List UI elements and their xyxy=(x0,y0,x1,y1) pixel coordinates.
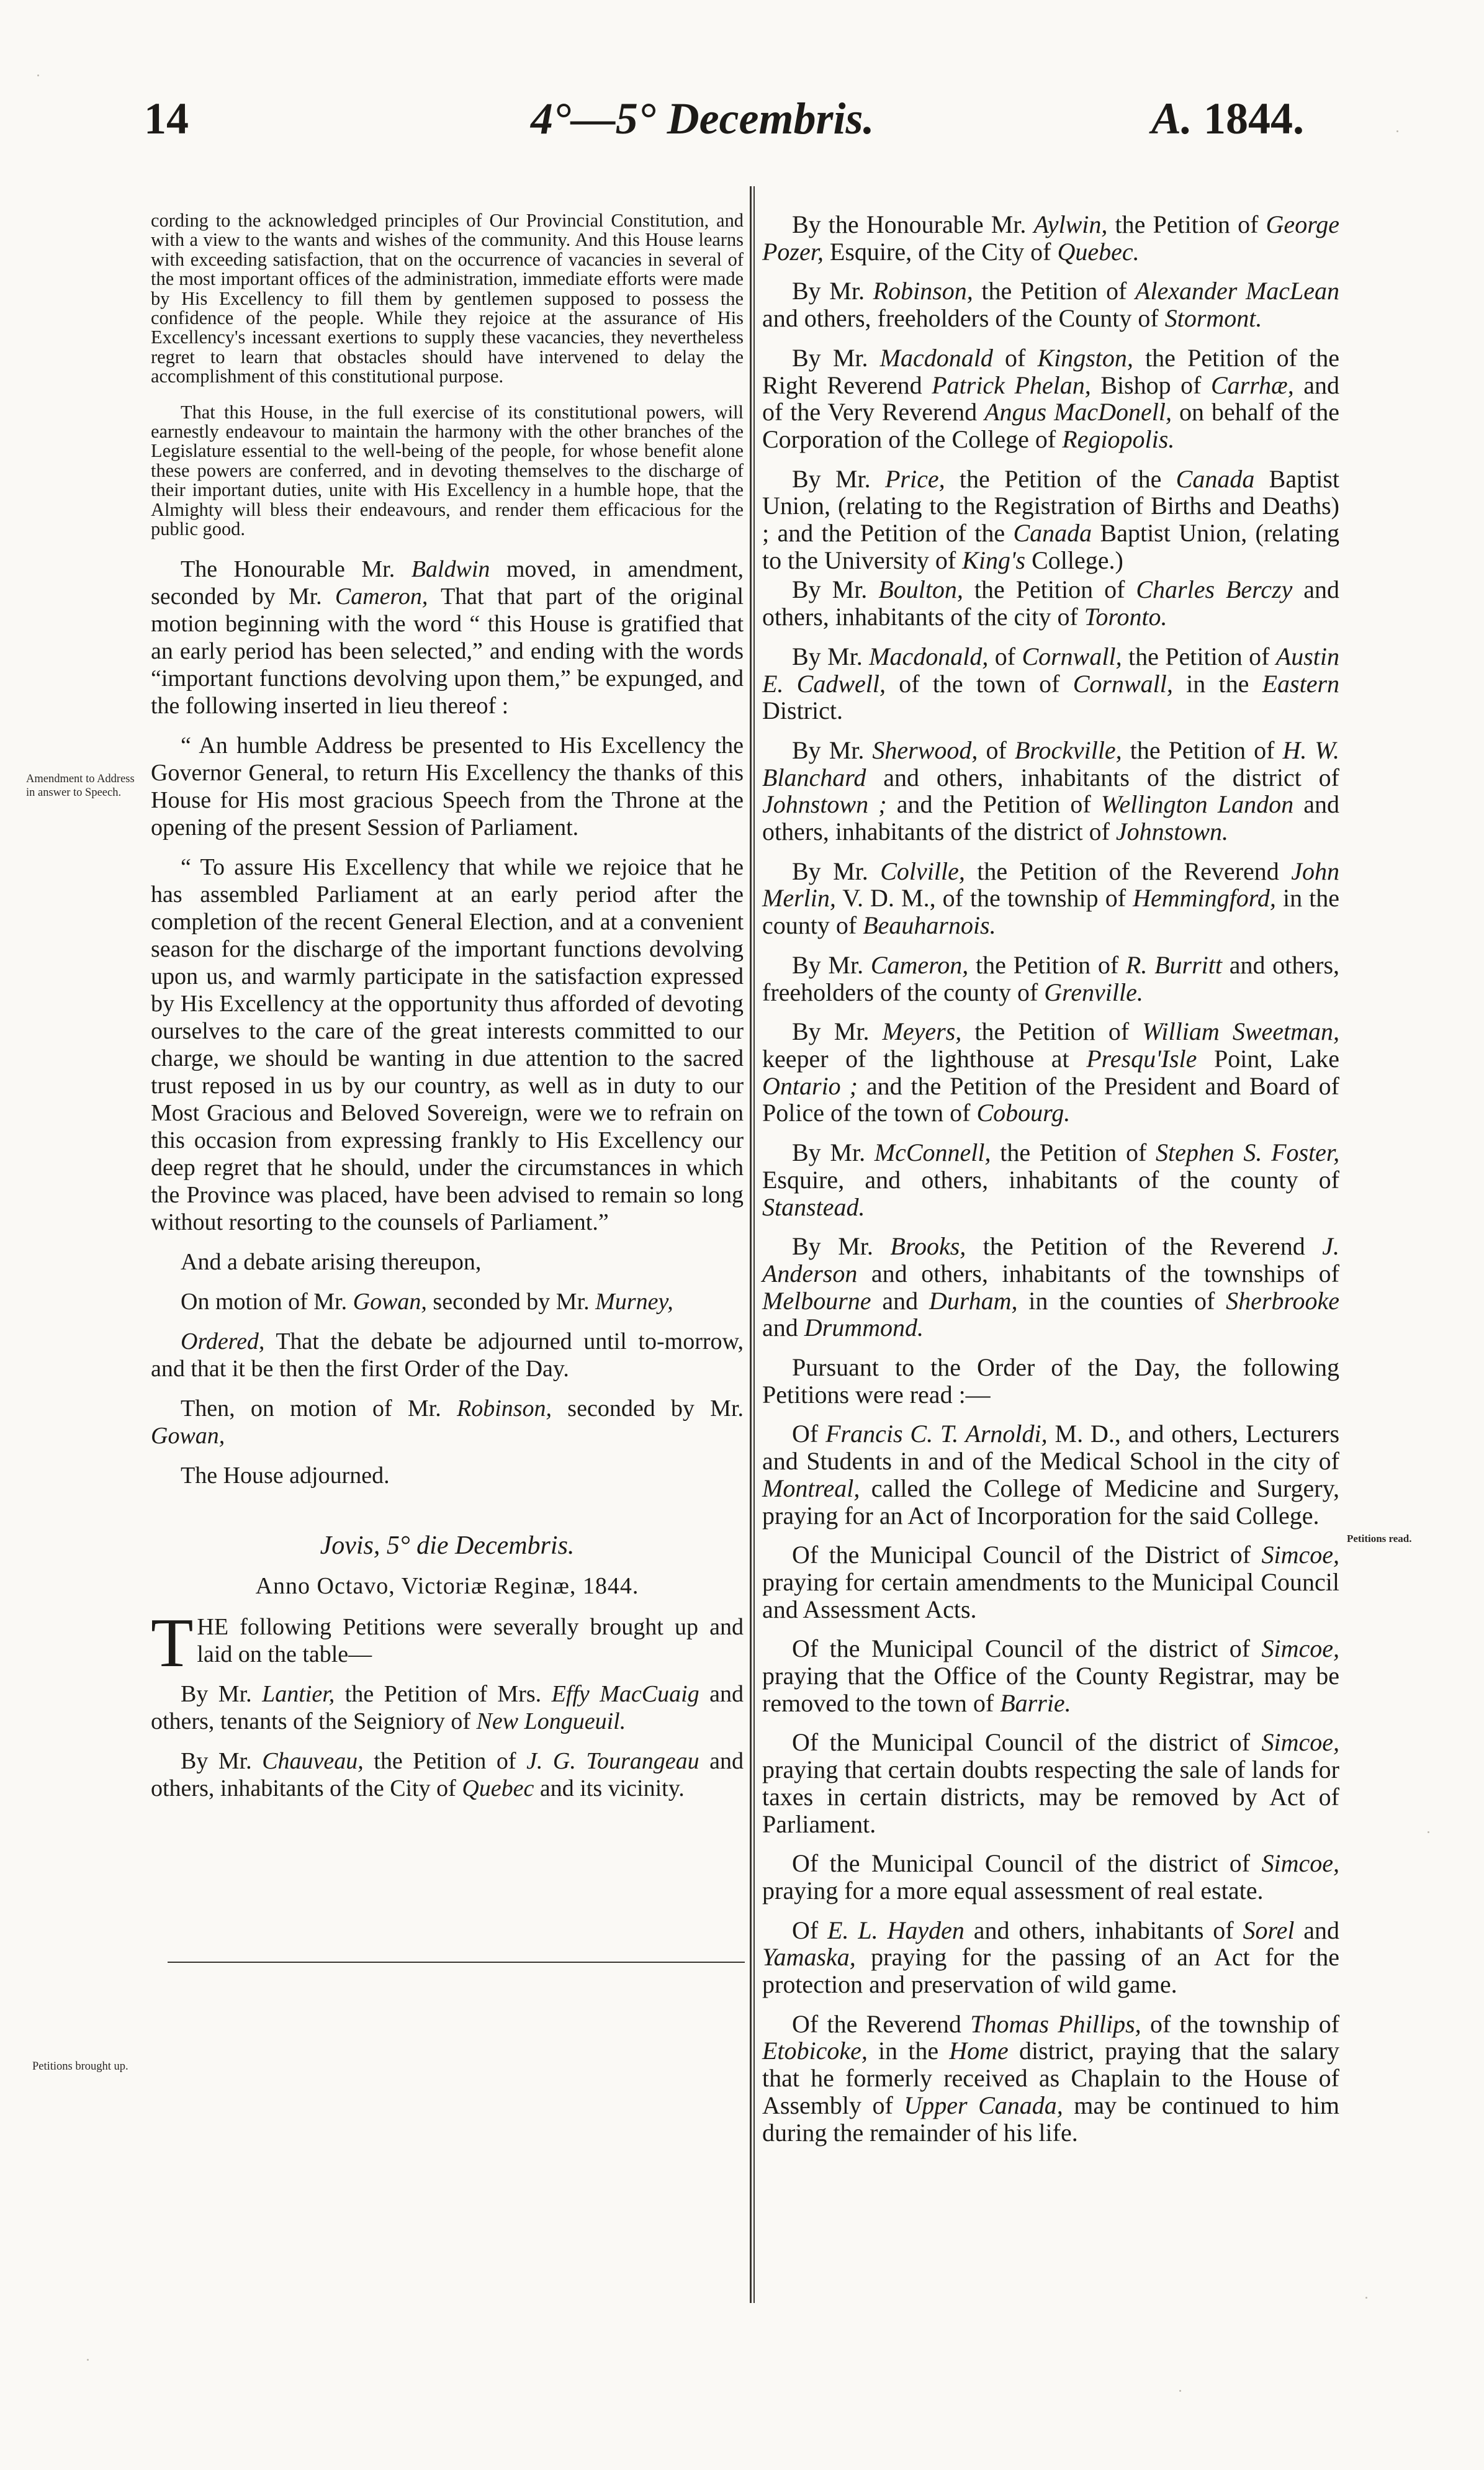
paragraph xyxy=(762,466,1339,574)
text-run: and its vicinity. xyxy=(539,1775,685,1801)
text-run: By Mr. xyxy=(181,1680,252,1707)
text-run: the Petition of xyxy=(374,1747,516,1774)
text-run: By Mr. xyxy=(792,1232,873,1261)
paragraph xyxy=(762,211,1339,265)
member-name: Cameron, xyxy=(870,950,969,979)
member-name: Sherwood, xyxy=(872,736,978,764)
place-name: Sherbrooke xyxy=(1226,1286,1340,1315)
text-run: seconded by Mr. xyxy=(433,1288,590,1315)
paragraph xyxy=(762,1850,1339,1904)
text-run: the Petition of the xyxy=(959,464,1162,493)
text-run: and others, inhabitants of the city of xyxy=(762,575,1340,631)
place-name: Home xyxy=(949,2037,1009,2065)
text-run: in the xyxy=(1186,669,1249,698)
text-run: and xyxy=(762,1314,798,1342)
member-name: Chauveau, xyxy=(262,1747,364,1774)
text-run: praying for the passing of an Act for the protection and preservation of wild game. xyxy=(762,1943,1340,1999)
member-name: Cameron, xyxy=(335,583,428,610)
text-run: By Mr. xyxy=(792,1017,870,1046)
member-name: Baldwin xyxy=(411,556,490,582)
place-name: Drummond. xyxy=(804,1314,924,1342)
column-divider-inner xyxy=(753,186,755,2303)
text-run: the Petition of the Reverend xyxy=(983,1232,1305,1261)
place-name: Cornwall, xyxy=(1022,642,1122,670)
place-name: Montreal, xyxy=(762,1474,860,1502)
paragraph xyxy=(762,1541,1339,1623)
text-run: may be continued to him during the remainder of his life. xyxy=(762,2091,1340,2147)
place-name: Simcoe, xyxy=(1261,1541,1339,1569)
petitioner-name: Charles Berczy xyxy=(1136,575,1293,604)
text-run: and others, inhabitants of the City of xyxy=(151,1747,744,1801)
paragraph xyxy=(762,952,1339,1006)
text-run: the Petition of the Right Reverend xyxy=(762,343,1339,399)
member-name: Price, xyxy=(884,464,945,493)
paragraph xyxy=(151,1328,744,1382)
text-run: Esquire, of the City of xyxy=(829,237,1051,266)
petitioner-name: J. Anderson xyxy=(762,1232,1339,1287)
petitioner-name: William Sweetman, xyxy=(1142,1017,1340,1046)
paragraph xyxy=(762,1139,1339,1220)
header-year-number: 1844. xyxy=(1203,94,1305,143)
section-divider xyxy=(168,1962,745,1963)
paragraph xyxy=(762,1635,1339,1716)
text-run: Of the Reverend xyxy=(792,2009,961,2038)
place-name: Ontario ; xyxy=(762,1071,858,1100)
section-subtitle: Anno Octavo, Victoriæ Reginæ, 1844. xyxy=(255,1572,639,1599)
place-name: Kingston, xyxy=(1037,343,1133,372)
text-run: Esquire, and others, inhabitants of the county of xyxy=(762,1165,1339,1194)
place-name: Cobourg. xyxy=(976,1099,1071,1127)
text-run: praying for a more equal assessment of real estate. xyxy=(762,1876,1264,1904)
paragraph xyxy=(762,576,1339,630)
paragraph: And a debate arising thereupon, xyxy=(181,1248,482,1275)
paragraph xyxy=(151,1604,744,1682)
text-run: District. xyxy=(762,696,843,725)
place-name: Quebec xyxy=(462,1775,534,1801)
place-name: Simcoe, xyxy=(1261,1849,1340,1878)
place-name: Toronto. xyxy=(1084,603,1167,631)
text-run: district, praying that the salary that he formerly received as Chaplain to the House of Assembly of xyxy=(762,2037,1340,2119)
header-year-prefix: A. xyxy=(1151,94,1193,143)
text-run: in the county of xyxy=(762,884,1340,940)
text-run: in the xyxy=(878,2037,939,2065)
text-run: Point, Lake xyxy=(1214,1044,1340,1073)
place-name: Johnstown. xyxy=(1115,818,1229,846)
petitioner-name: H. W. Blanchard xyxy=(762,736,1340,791)
text-run: the Petition of xyxy=(976,950,1119,979)
place-name: Beauharnois. xyxy=(863,911,996,940)
paper-speck xyxy=(87,2359,89,2361)
paragraph xyxy=(762,1917,1339,1998)
paragraph: cording to the acknowledged principles of Our Provincial Constitution, and with a view to the wants and wishes of the community. And this House learns with exceeding satisfaction, that on the occurrence of vacancies in several of the most important offices of the administration, immediate efforts were made by His Excellency to fill them by gentlemen supposed to possess the confidence of the people. While they rejoice at the assurance of His Excellency's incessant exertions to supply these vacancies, they nevertheless regret to learn that obstacles should have intervened to delay the accomplishment of this constitutional purpose. xyxy=(151,210,744,387)
text-run: By Mr. xyxy=(792,736,865,764)
member-name: Brooks, xyxy=(890,1232,966,1261)
member-name: Colville, xyxy=(880,857,965,885)
place-name: Regiopolis. xyxy=(1062,425,1175,453)
paragraph xyxy=(762,737,1339,845)
paragraph xyxy=(151,1288,744,1315)
text-run: By Mr. xyxy=(792,642,863,670)
paragraph xyxy=(762,1233,1339,1341)
text-run: By Mr. xyxy=(792,1138,866,1167)
petitioner-name: J. G. Tourangeau xyxy=(526,1747,699,1774)
text-run: and xyxy=(1303,1916,1340,1944)
place-name: Cornwall, xyxy=(1073,669,1173,698)
text-run: the Petition of Mrs. xyxy=(344,1680,542,1707)
place-name: Brockville, xyxy=(1014,736,1122,764)
text-run: That that part of the original motion beginning with the word “ this House is gratified that an early period has been selected,” and ending with the words “important functions devolving upon them,” be expunged, and the following inserted in lieu thereof : xyxy=(151,583,744,719)
place-name: Melbourne xyxy=(762,1286,871,1315)
member-name: Gowan, xyxy=(353,1288,427,1315)
text-run: the Petition of the Reverend xyxy=(977,857,1279,885)
ordered-label: Ordered, xyxy=(181,1328,265,1354)
paragraph: The House adjourned. xyxy=(181,1462,390,1489)
petitioner-name: E. L. Hayden xyxy=(827,1916,965,1944)
text-run: the Petition of xyxy=(1000,1138,1147,1167)
member-name: Lantier, xyxy=(262,1680,335,1707)
place-name: King's xyxy=(962,546,1026,574)
petitioner-name: Stephen S. Foster, xyxy=(1156,1138,1340,1167)
paper-speck xyxy=(37,74,39,76)
place-name: Presqu'Isle xyxy=(1086,1044,1197,1073)
place-name: New Longueuil. xyxy=(476,1708,626,1734)
place-name: Quebec. xyxy=(1057,237,1140,266)
text-run: called the College of Medicine and Surgery, praying for an Act of Incorporation for the said College. xyxy=(762,1474,1340,1530)
text-run: and others, inhabitants of the district of xyxy=(883,763,1340,791)
text-run: of xyxy=(1004,343,1026,372)
text-run: By Mr. xyxy=(792,464,871,493)
petitioner-name: Thomas Phillips, xyxy=(970,2009,1141,2038)
petitioner-name: George Pozer, xyxy=(762,210,1340,266)
paragraph: “ To assure His Excellency that while we rejoice that he has assembled Parliament at an early period after the completion of the recent General Election, and at a convenient season for the discharge of the important functions devolving upon us, and warmly participate in the satisfaction expressed by His Excellency at the opportunity thus afforded of devoting ourselves to the care of the great interests committed to our charge, we should be wanting in due attention to the sacred trust reposed in us by our country, as well as in duty to our Most Gracious and Beloved Sovereign, were we to refrain on this occasion from expressing frankly to His Excellency our deep regret that he should, under the circumstances in which the Province was placed, have been advised to remain so long without resorting to the counsels of Parliament.” xyxy=(151,854,744,1235)
text-run: and the Petition of xyxy=(896,790,1091,819)
place-name: Hemmingford, xyxy=(1133,884,1276,913)
text-run: Of the Municipal Council of the district of xyxy=(792,1634,1251,1663)
petitioner-name: Angus MacDonell, xyxy=(984,398,1172,426)
member-name: Gowan, xyxy=(151,1422,225,1449)
place-name: Simcoe, xyxy=(1261,1728,1340,1757)
text-run: On motion of Mr. xyxy=(181,1288,348,1315)
text-run: the Petition of xyxy=(1128,642,1270,670)
text-run: Of the Municipal Council of the District of xyxy=(792,1541,1251,1569)
text-run: That the debate be adjourned until to-morrow, and that it be then the first Order of the Day. xyxy=(151,1328,744,1382)
paragraph xyxy=(151,1680,744,1735)
member-name: Macdonald xyxy=(879,343,993,372)
text-run: and others, inhabitants of the townships of xyxy=(871,1259,1340,1287)
text-run: and others, tenants of the Seigniory of xyxy=(151,1680,744,1734)
text-run: of xyxy=(986,736,1007,764)
paragraph: “ An humble Address be presented to His Excellency the Governor General, to return His Excellency the thanks of this House for His most gracious Speech from the Throne at the opening of the present Session of Parliament. xyxy=(151,732,744,841)
text-run: By Mr. xyxy=(792,950,864,979)
text-run: of xyxy=(994,642,1016,670)
place-name: Grenville. xyxy=(1044,978,1143,1006)
petitioner-name: Austin E. Cadwell, xyxy=(762,642,1340,698)
text-run: Of the Municipal Council of the district of xyxy=(792,1728,1251,1757)
text-run: and others, inhabitants of the district of xyxy=(762,790,1340,846)
text-run: Then, on motion of Mr. xyxy=(181,1395,441,1422)
place-name: Yamaska, xyxy=(762,1943,856,1972)
text-run: the Petition of xyxy=(1115,210,1259,238)
column-divider-outer xyxy=(750,186,752,2303)
text-run: keeper of the lighthouse at xyxy=(762,1044,1069,1073)
text-run: and xyxy=(882,1286,919,1315)
text-run: By Mr. xyxy=(181,1747,252,1774)
petitioner-name: Patrick Phelan, xyxy=(932,371,1091,399)
text-run: and others, inhabitants of xyxy=(973,1916,1234,1944)
text-run: and others, freeholders of the County of xyxy=(762,304,1159,333)
text-run: the Petition of xyxy=(974,575,1125,604)
paper-speck xyxy=(1179,2390,1181,2392)
member-name: Macdonald, xyxy=(869,642,989,670)
paragraph xyxy=(762,345,1339,453)
drop-cap: T xyxy=(151,1604,194,1682)
paragraph xyxy=(762,277,1339,331)
place-name: Etobicoke, xyxy=(762,2037,868,2065)
member-name: Aylwin, xyxy=(1033,210,1108,238)
text-run: of the town of xyxy=(899,669,1060,698)
paragraph xyxy=(762,643,1339,724)
petitioner-name: Effy MacCuaig xyxy=(551,1680,699,1707)
text-run: By Mr. xyxy=(792,857,868,885)
text-run: the Petition of xyxy=(981,277,1127,305)
text-run: the Petition of xyxy=(1130,736,1275,764)
place-name: Simcoe, xyxy=(1261,1634,1340,1663)
member-name: Boulton, xyxy=(878,575,963,604)
text-run: praying that the Office of the County Registrar, may be removed to the town of xyxy=(762,1662,1339,1717)
text-run: By the Honourable Mr. xyxy=(792,210,1027,238)
paper-speck xyxy=(1365,2297,1367,2299)
member-name: Robinson, xyxy=(873,277,973,305)
paragraph xyxy=(151,1747,744,1802)
place-name: Stormont. xyxy=(1164,304,1262,333)
text-run: moved, in amendment, seconded by Mr. xyxy=(151,556,744,610)
text-run: Baptist Union, (relating to the Registration of Births and Deaths) ; and the Petition of the xyxy=(762,464,1340,548)
text-run: Of xyxy=(792,1916,819,1944)
paragraph xyxy=(151,556,744,719)
place-name: Canada xyxy=(1176,464,1255,493)
header-date: 4°—5° Decembris. xyxy=(531,94,875,143)
member-name: Murney, xyxy=(595,1288,673,1315)
text-run: Of xyxy=(792,1420,819,1448)
text-run: praying for certain amendments to the Municipal Council and Assessment Acts. xyxy=(762,1567,1339,1623)
petitioner-name: John Merlin, xyxy=(762,857,1340,913)
text-run: HE following Petitions were severally brought up and laid on the table— xyxy=(197,1613,744,1667)
paragraph xyxy=(151,1395,744,1449)
petitioner-name: Alexander MacLean xyxy=(1135,277,1340,305)
header-year xyxy=(1151,93,1304,161)
place-name: Barrie. xyxy=(1000,1688,1071,1717)
text-run: Bishop of xyxy=(1100,371,1202,399)
paragraph xyxy=(762,1729,1339,1837)
text-run: in the counties of xyxy=(1028,1286,1215,1315)
place-name: Johnstown ; xyxy=(762,790,887,819)
member-name: Meyers, xyxy=(882,1017,962,1046)
paragraph xyxy=(762,1420,1339,1529)
place-name: Upper Canada, xyxy=(904,2091,1063,2119)
text-run: The Honourable Mr. xyxy=(181,556,395,582)
place-name: Eastern xyxy=(1262,669,1340,698)
place-name: Canada xyxy=(1013,519,1092,548)
paper-speck xyxy=(1396,130,1398,132)
page-number: 14 xyxy=(144,94,189,143)
text-run: By Mr. xyxy=(792,575,868,604)
text-run: on behalf of the Corporation of the College of xyxy=(762,398,1339,453)
text-run: the Petition of xyxy=(974,1017,1130,1046)
place-name: Sorel xyxy=(1243,1916,1295,1944)
text-run: V. D. M., of the township of xyxy=(842,884,1126,913)
member-name: McConnell, xyxy=(874,1138,991,1167)
paper-speck xyxy=(1428,1831,1429,1833)
margin-note-amendment: Amendment to Address in answer to Speech. xyxy=(26,773,135,799)
text-run: M. D., and others, Lecturers and Students in and of the Medical School in the city of xyxy=(762,1420,1340,1476)
paragraph xyxy=(762,2011,1339,2147)
petitioner-name: Wellington Landon xyxy=(1100,790,1294,819)
text-run: and the Petition of the President and Board of Police of the town of xyxy=(762,1071,1339,1127)
text-run: By Mr. xyxy=(792,277,865,305)
text-run: Baptist Union, (relating to the University of xyxy=(762,519,1340,574)
text-run: of the township of xyxy=(1149,2009,1340,2038)
place-name: Carrhæ, xyxy=(1210,371,1294,399)
text-run: Of the Municipal Council of the district of xyxy=(792,1849,1251,1878)
petitioner-name: Francis C. T. Arnoldi, xyxy=(825,1420,1048,1448)
petitioner-name: R. Burritt xyxy=(1125,950,1222,979)
paragraph: Pursuant to the Order of the Day, the following Petitions were read :— xyxy=(762,1353,1339,1409)
paragraph xyxy=(762,1018,1339,1127)
text-run: praying that certain doubts respecting the sale of lands for taxes in certain districts, may be removed by Act of Parliament. xyxy=(762,1756,1339,1838)
text-run: College.) xyxy=(1032,546,1123,574)
right-column xyxy=(762,211,1339,2158)
paragraph: That this House, in the full exercise of its constitutional powers, will earnestly endeavour to maintain the harmony with the other branches of the Legislature essential to the well-being of the people, for whose benefit alone these powers are conferred, and in devoting themselves to the discharge of their important duties, unite with His Excellency in a humble hope, that the Almighty will bless their endeavours, and render them efficacious for the public good. xyxy=(151,401,744,540)
margin-note-petitions-read: Petitions read. xyxy=(1347,1533,1412,1544)
member-name: Robinson, xyxy=(456,1395,552,1422)
text-run: By Mr. xyxy=(792,343,868,372)
paragraph xyxy=(762,858,1339,939)
left-column xyxy=(151,211,744,1814)
margin-note-petitions-brought-up: Petitions brought up. xyxy=(32,2060,128,2073)
text-run: seconded by Mr. xyxy=(567,1395,744,1422)
section-title: Jovis, 5° die Decembris. xyxy=(320,1531,575,1560)
text-run: and of the Very Reverend xyxy=(762,371,1340,426)
place-name: Durham, xyxy=(929,1286,1018,1315)
text-run: and others, freeholders of the county of xyxy=(762,950,1340,1006)
place-name: Stanstead. xyxy=(762,1192,865,1221)
